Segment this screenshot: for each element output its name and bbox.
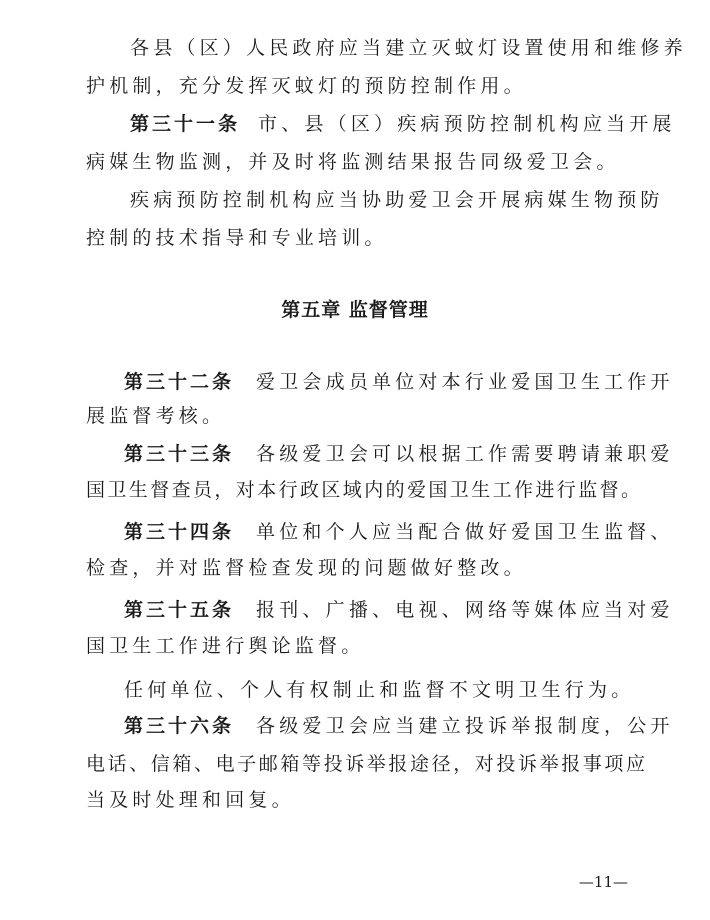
paragraph-line: 各县（区）人民政府应当建立灭蚊灯设置使用和维修养 bbox=[130, 37, 687, 59]
paragraph-line: 国卫生督查员，对本行政区域内的爱国卫生工作进行监督。 bbox=[86, 479, 643, 501]
article-36 bbox=[124, 714, 674, 738]
paragraph-line: 控制的技术指导和专业培训。 bbox=[86, 227, 388, 249]
paragraph-line: 国卫生工作进行舆论监督。 bbox=[86, 635, 365, 657]
paragraph-line: 疾病预防控制机构应当协助爱卫会开展病媒生物预防 bbox=[130, 189, 664, 211]
article-text: 爱卫会成员单位对本行业爱国卫生工作开 bbox=[256, 371, 674, 393]
paragraph-line: 检查，并对监督检查发现的问题做好整改。 bbox=[86, 557, 527, 579]
article-33 bbox=[124, 442, 674, 466]
article-32 bbox=[124, 370, 674, 394]
article-label: 第三十六条 bbox=[124, 715, 235, 737]
article-text: 市、县（区）疾病预防控制机构应当开展 bbox=[258, 113, 676, 135]
paragraph-line: 展监督考核。 bbox=[86, 405, 226, 427]
article-label: 第三十四条 bbox=[124, 521, 235, 543]
article-label: 第三十一条 bbox=[130, 113, 241, 135]
article-text: 报刊、广播、电视、网络等媒体应当对爱 bbox=[256, 599, 674, 621]
paragraph-line: 电话、信箱、电子邮箱等投诉举报途径，对投诉举报事项应 bbox=[86, 753, 648, 775]
article-text: 单位和个人应当配合做好爱国卫生监督、 bbox=[256, 521, 674, 543]
article-label: 第三十三条 bbox=[124, 443, 235, 465]
article-label: 第三十二条 bbox=[124, 371, 235, 393]
article-34 bbox=[124, 520, 674, 544]
chapter-title: 第五章 监督管理 bbox=[281, 299, 429, 321]
article-text: 各级爱卫会可以根据工作需要聘请兼职爱 bbox=[256, 443, 674, 465]
paragraph-line: 护机制，充分发挥灭蚊灯的预防控制作用。 bbox=[86, 75, 527, 97]
paragraph-line: 当及时处理和回复。 bbox=[86, 789, 295, 811]
article-35 bbox=[124, 598, 674, 622]
paragraph-line: 病媒生物监测，并及时将监测结果报告同级爱卫会。 bbox=[86, 151, 620, 173]
paragraph-line: 任何单位、个人有权制止和监督不文明卫生行为。 bbox=[124, 679, 635, 701]
article-31 bbox=[130, 112, 676, 136]
article-label: 第三十五条 bbox=[124, 599, 235, 621]
article-text: 各级爱卫会应当建立投诉举报制度，公开 bbox=[256, 715, 674, 737]
page-number: —11— bbox=[578, 873, 628, 891]
